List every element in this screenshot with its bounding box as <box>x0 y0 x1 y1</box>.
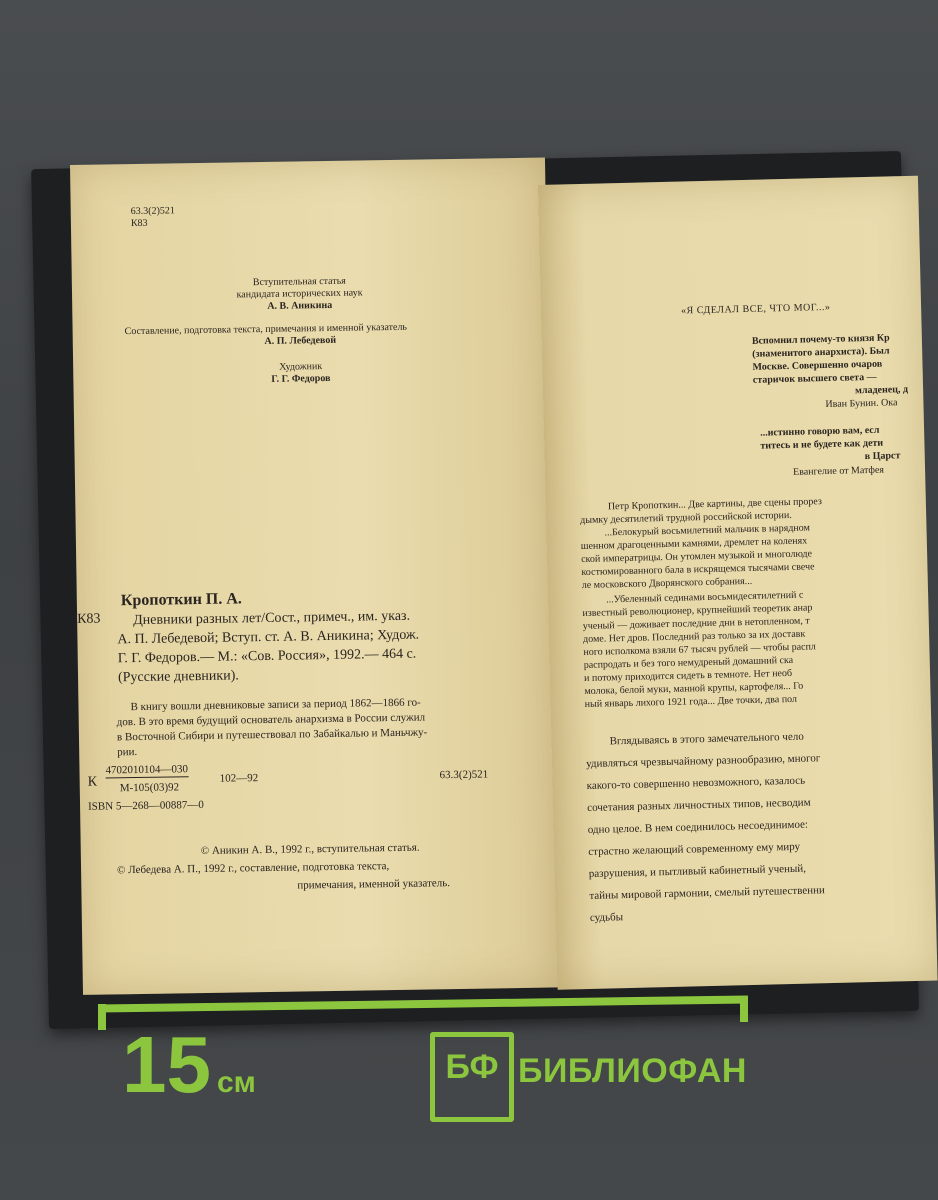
compiler-name: А. П. Лебедевой <box>264 334 337 347</box>
body-line: ...Убеленный сединами восьмидесятилетний с <box>606 589 804 606</box>
epigraph-line: старичок высшего света — <box>752 371 877 386</box>
body2-line: разрушения, и пытливый кабинетный ученый, <box>588 862 807 880</box>
body2-line: какого-то совершенно невозможного, казалось <box>586 774 806 792</box>
epigraph-line: младенец, д <box>854 384 909 397</box>
body-line: Петр Кропоткин... Две картины, две сцены прорез <box>607 496 823 513</box>
bbk-suffix: 102—92 <box>219 772 259 785</box>
right-page <box>538 176 938 990</box>
body-line: ле московского Дворянского собрания... <box>581 575 753 592</box>
ruler-length-label <box>122 1020 256 1109</box>
body2-line: судьбы <box>589 911 624 924</box>
copyright-line: © Лебедева А. П., 1992 г., составление, подготовка текста, <box>116 860 390 877</box>
record-code: К83 <box>77 611 101 627</box>
epigraph-line: в Царст <box>864 450 901 463</box>
record-line: Г. Г. Федоров.— М.: «Сов. Россия», 1992.— 464 с. <box>117 646 417 667</box>
body2-line: одно целое. В нем соединилось несоединимое: <box>587 818 809 836</box>
ruler-tick-left <box>98 1004 106 1030</box>
epigraph-source: Иван Бунин. Ока <box>825 397 898 411</box>
artist-label: Художник <box>279 361 323 373</box>
annotation-line: дов. В это время будущий основатель анархизма в России служил <box>116 711 426 729</box>
record-line: А. П. Лебедевой; Вступ. ст. А. В. Аникина; Худож. <box>117 627 420 648</box>
body-line: дымку десятилетий трудной российской истории. <box>580 509 792 527</box>
body2-line: сочетания разных личностных типов, несводим <box>587 796 811 814</box>
epigraph-line: титесь и не будете как дети <box>760 437 884 452</box>
bbk-numerator: 4702010104—030 <box>105 763 189 777</box>
left-page <box>70 158 558 995</box>
body2-line: Вглядываясь в этого замечательного чело <box>609 730 804 748</box>
body-line: и потому приходится сидеть в темноте. Нет необ <box>583 667 793 685</box>
body-line: ного исполкома взяли 67 тысяч рублей — чтобы распл <box>583 641 816 659</box>
copyright-line: © Аникин А. В., 1992 г., вступительная статья. <box>200 841 420 858</box>
classification-author-mark: К83 <box>130 217 148 230</box>
ruler-unit: см <box>216 1066 256 1099</box>
book-logo-icon <box>430 1032 514 1122</box>
epigraph-line: Вспомнил почему-то князя Кр <box>751 332 890 347</box>
annotation-line: в Восточной Сибири и путешествовал по Забайкалью и Маньчжу- <box>116 726 428 744</box>
body-line: ...Белокурый восьмилетний мальчик в нарядном <box>604 522 811 539</box>
annotation-line: В книгу вошли дневниковые записи за период 1862—1866 го- <box>130 696 421 714</box>
body-line: распродать и без того немудреный домашний ска <box>583 654 794 672</box>
record-line: Дневники разных лет/Сост., примеч., им. указ. <box>133 608 411 629</box>
body2-line: тайны мировой гармонии, смелый путешественни <box>589 884 825 902</box>
epigraph-line: (знаменитого анархиста). Был <box>752 345 890 360</box>
logo-text: БФ <box>445 1048 499 1086</box>
record-line: (Русские дневники). <box>117 668 239 686</box>
epigraph-line: ...истинно говорю вам, есл <box>759 424 880 439</box>
body-line: ученый — доживает последние дни в нетопленном, т <box>582 615 810 633</box>
chapter-heading: «Я СДЕЛАЛ ВСЕ, ЧТО МОГ...» <box>680 301 831 317</box>
annotation-line: рии. <box>117 746 138 759</box>
body-line: молока, белой муки, манной крупы, картофеля... Го <box>584 680 804 698</box>
isbn: ISBN 5—268—00887—0 <box>87 798 204 813</box>
epigraph-source: Евангелие от Матфея <box>792 464 885 478</box>
bbk-code: 63.3(2)521 <box>439 768 489 782</box>
brand-name: БИБЛИОФАН <box>518 1052 747 1090</box>
epigraph-line: Москве. Совершенно очаров <box>752 358 883 373</box>
body2-line: страстно желающий современному ему миру <box>588 840 801 858</box>
body-line: шенном драгоценными камнями, дремлет на коленях <box>580 535 808 553</box>
body2-line: удивляться чрезвычайному разнообразию, многог <box>586 752 821 770</box>
artist-name: Г. Г. Федоров <box>271 372 331 385</box>
classification-code: 63.3(2)521 <box>130 205 175 218</box>
ruler-tick-right <box>740 996 748 1022</box>
bbk-letter: К <box>87 774 98 790</box>
body-line: костюмированного бала в искрящемся тысячами свече <box>581 561 815 579</box>
body-line: доме. Нет дров. Последний раз только за их доставк <box>582 628 806 646</box>
copyright-line: примечания, именной указатель. <box>297 877 451 892</box>
body-line: известный революционер, крупнейший теоретик анар <box>582 602 813 620</box>
intro-author: А. В. Аникина <box>267 299 333 312</box>
ruler-number: 15 <box>122 1020 211 1109</box>
compiler-label: Составление, подготовка текста, примечания и именной указатель <box>124 321 408 338</box>
bbk-denominator: М-105(03)92 <box>119 781 180 795</box>
body-line: ской императрицы. Он утомлен музыкой и многолюде <box>581 548 813 566</box>
intro-label: Вступительная статья <box>252 275 346 289</box>
record-author: Кропоткин П. А. <box>120 590 243 610</box>
intro-degree: кандидата исторических наук <box>236 287 363 301</box>
body-line: ный январь лихого 1921 года... Две точки, два пол <box>584 693 798 711</box>
